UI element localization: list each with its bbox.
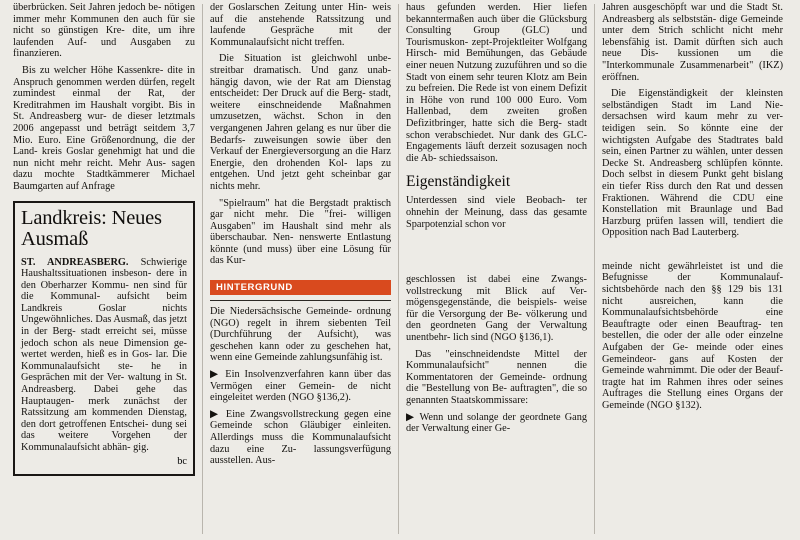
paragraph: Die Niedersächsische Gemeinde- ordnung (NGO) regelt in ihrem siebenten Teil (Durchführung der Aufsicht), was geschehen kann oder zu geschehen hat, wenn eine Gemeinde zahlungsunfähig ist. (210, 306, 391, 364)
box-paragraph (21, 257, 187, 454)
paragraph: Das "einschneidendste Mittel der Kommunalaufsicht" nennen die Kommentatoren der Gemeinde- ordnung die "Bestellung von Be- auftragten", die so genannten Staatskommissare: (406, 348, 587, 407)
paragraph: der Goslarschen Zeitung unter Hin- weis auf die anstehende Ratssitzung und laufende Gespräche mit der Kommunalaufsicht nicht treffen. (210, 2, 391, 48)
column-2 (202, 4, 398, 534)
box-body-text: Schwierige Haushaltssituationen insbeson- dere in den Oberharzer Kommu- nen sind für die Kommunal- aufsicht beim Landkreis Goslar nichts Ungewöhnliches. Das Ausmaß, das jetzt in der Berg- stadt erreicht sei, müsse jedoch schon als neue Dimension ge- wertet werden, hieß es in Gos- lar. Die Kommunalaufsicht ste- he in Gesprächen mit der Ver- waltung in St. Andreasberg. Dabei gehe das Hauptaugen- merk zunächst der Ratssitzung am kommenden Dienstag, den dort getroffenen Entschei- dung sei das weitere Vorgehen der Kommunalaufsicht abhän- gig. (21, 256, 187, 453)
divider (210, 300, 391, 301)
box-title: Landkreis: Neues Ausmaß (21, 206, 162, 250)
paragraph: geschlossen ist dabei eine Zwangs- vollstreckung mit Blick auf Ver- mögensgegenstände, die beispiels- weise für die Versorgung der Be- völkerung und den geordneten Gang der Verwaltung unentbehr- lich sind (NGO §136,1). (406, 274, 587, 344)
paragraph: Bis zu welcher Höhe Kassenkre- dite in Anspruch genommen werden dürfen, regelt zumindest einmal der Rat, der Kreditrahmen im Haushalt vorgibt. Bis in St. Andreasberg wur- de dieser letztmals 2006 angepasst und beträgt seitdem 3,7 Mio. Euro. Eine Größenordnung, die der Land- kreis Goslar genehmigt hat und die nun nicht mehr reicht. Mehr Aus- sagen dazu mochte Stadtkämmerer Michael Baumgarten auf Anfrage (13, 64, 195, 192)
paragraph: haus gefunden werden. Hier liefen bekanntermaßen auch über die Glücksburg Consulting Group (GLC) und Tourismuskon- zept-Projektleiter Wolfgang Hirsch- mid Bemühungen, das Gebäude einer neuen Nutzung zuzuführen und so die Stadt von einem sehr teuren Klotz am Bein zu befreien. Die Rede ist von einem Defizit in Höhe von rund 100 000 Euro. Vom Hallenbad, dem zweiten großen Defizitbringer, hatte sich die Berg- stadt schon verabschiedet. Nur dank des GLC-Engagements läuft derzeit sozusagen noch die Ab- schiedssaison. (406, 2, 587, 164)
hintergrund-label: HINTERGRUND (210, 280, 391, 295)
paragraph: Jahren ausgeschöpft war und die Stadt St. Andreasberg als selbststän- dige Gemeinde unter dem Strich schlicht nicht mehr lebensfähig ist. Damit dürften sich auch neue Dis- kussionen um die "Interkommunale Zusammenarbeit" (IKZ) eröffnen. (602, 2, 783, 83)
paragraph: Unterdessen sind viele Beobach- ter ohnehin der Meinung, dass das gesamte Sparpotenzial schon vor (406, 195, 587, 230)
sidebar-box-landkreis (13, 201, 195, 476)
article-columns (6, 4, 794, 534)
paragraph: ▶ Eine Zwangsvollstreckung gegen eine Gemeinde schon Gläubiger einleiten. Allerdings muss die Kommunalaufsicht dazu eine Zu- lassungsverfügung ausstellen. Aus- (210, 408, 391, 467)
paragraph: "Spielraum" hat die Bergstadt praktisch gar nicht mehr. Die "frei- willigen Ausgaben" im Haushalt sind mehr als überschaubar. Nen- nenswerte Entlastung könnte (und muss) über eine Lösung für das Kur- (210, 197, 391, 267)
paragraph: Die Eigenständigkeit der kleinsten selbständigen Stadt im Land Nie- dersachsen wird kaum mehr zu ver- teidigen sein. So könnte eine der wichtigsten Aufgabe des Stadtrates bald sein, einen Partner zu wählen, unter dessen Decke St. Andreasberg schlüpfen könnte. Doch selbst in diesem Punkt geht bislang ein tiefer Riss durch den Rat und dessen Fraktionen. Während die CDU eine Konstellation mit Braunlage und Bad Harzburg prüfen lassen will, tendiert die Opposition nach Bad Lauterberg. (602, 88, 783, 239)
column-3 (398, 4, 594, 534)
byline-initials: bc (177, 455, 187, 467)
paragraph: ▶ Wenn und solange der geordnete Gang der Verwaltung einer Ge- (406, 411, 587, 435)
box-lead-location: ST. ANDREASBERG. (21, 256, 129, 268)
paragraph: meinde nicht gewährleistet ist und die Befugnisse der Kommunalauf- sichtsbehörde nach den §§ 129 bis 131 nicht ausreichen, kann die Kommunalaufsichtsbehörde eine Beauftragte oder einen Beauftrag- ten bestellen, die oder der alle oder einzelne Aufgaben der Ge- meinde oder eines Gemeindeor- gans auf Kosten der Gemeinde wahrnimmt. Die oder der Beauf- tragte hat im Rahmen ihres oder seines Auftrages die Stellung eines Organs der Gemeinde (NGO §132). (602, 260, 783, 411)
column-1 (6, 4, 202, 534)
paragraph: überbrücken. Seit Jahren jedoch be- nötigen immer mehr Kommunen den auch für sie nicht so günstigen Kre- dite, um ihre laufenden Auf- und Ausgaben zu finanzieren. (13, 2, 195, 60)
section-heading: Eigenständigkeit (406, 173, 511, 191)
paragraph: ▶ Ein Insolvenzverfahren kann über das Vermögen einer Gemein- de nicht eingeleitet werden (NGO §136,2). (210, 369, 391, 404)
paragraph: Die Situation ist gleichwohl unbe- streitbar dramatisch. Und ganz unab- hängig davon, wie der Rat am Dienstag entscheidet: Der Druck auf die Berg- stadt, weitere einschneidende Maßnahmen umzusetzen, wächst. Schon in den vergangenen Jahren gelang es nur über die Bedarfs- zuweisungen sowie über den Verkauf der Energieversorgung an die Harz Energie, den drohenden Kol- laps zu entgehen. Und jetzt geht scheinbar gar nichts mehr. (210, 53, 391, 192)
column-4 (594, 4, 790, 534)
